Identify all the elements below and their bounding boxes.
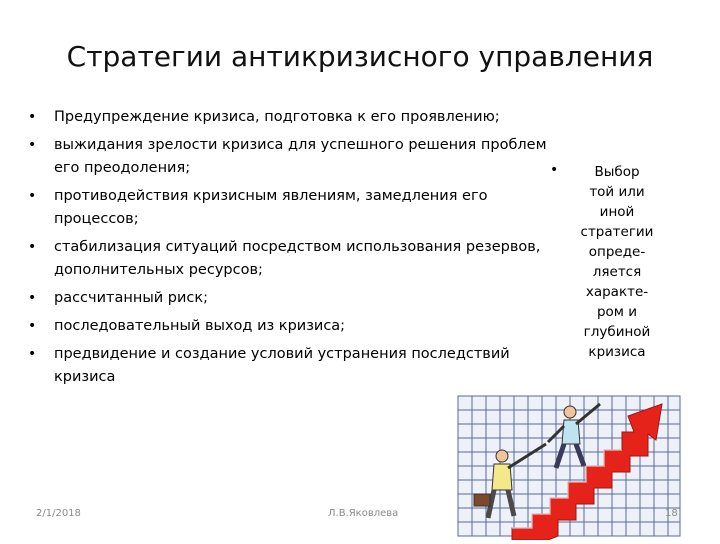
- footer-author: Л.В.Яковлева: [328, 508, 399, 519]
- page-number: 18: [665, 508, 678, 519]
- business-growth-stairs-arrow-icon: [452, 390, 688, 540]
- slide-title: Стратегии антикризисного управления: [66, 40, 654, 73]
- side-note-line: ляется: [592, 264, 642, 280]
- side-note-line: глубиной: [583, 324, 651, 340]
- side-note-line: кризиса: [588, 344, 646, 360]
- strategy-list: [28, 106, 548, 394]
- strategy-item-1: • Предупреждение кризиса, подготовка к его проявлению;: [28, 106, 548, 129]
- side-note-bullet: •: [550, 162, 559, 178]
- footer-date: 2/1/2018: [36, 508, 81, 519]
- strategy-item-4: • стабилизация ситуаций посредством использования резервов, дополнительных ресурсов;: [28, 236, 548, 282]
- side-note-line: Выбор: [594, 164, 640, 180]
- side-note-line: характе-: [585, 284, 649, 300]
- strategy-item-3: • противодействия кризисным явлениям, замедления его процессов;: [28, 185, 548, 231]
- strategy-item-2: • выжидания зрелости кризиса для успешного решения проблем его преодоления;: [28, 134, 548, 180]
- side-note-line: той или: [589, 184, 645, 200]
- strategy-item-5: • рассчитанный риск;: [28, 287, 548, 310]
- side-note-line: опреде-: [588, 244, 646, 260]
- side-note-text: [575, 162, 659, 362]
- strategy-item-7: • предвидение и создание условий устранения последствий кризиса: [28, 343, 548, 389]
- side-note-line: иной: [599, 204, 635, 220]
- strategy-item-6: • последовательный выход из кризиса;: [28, 315, 548, 338]
- side-note-line: ром и: [596, 304, 638, 320]
- side-note-line: стратегии: [580, 224, 654, 240]
